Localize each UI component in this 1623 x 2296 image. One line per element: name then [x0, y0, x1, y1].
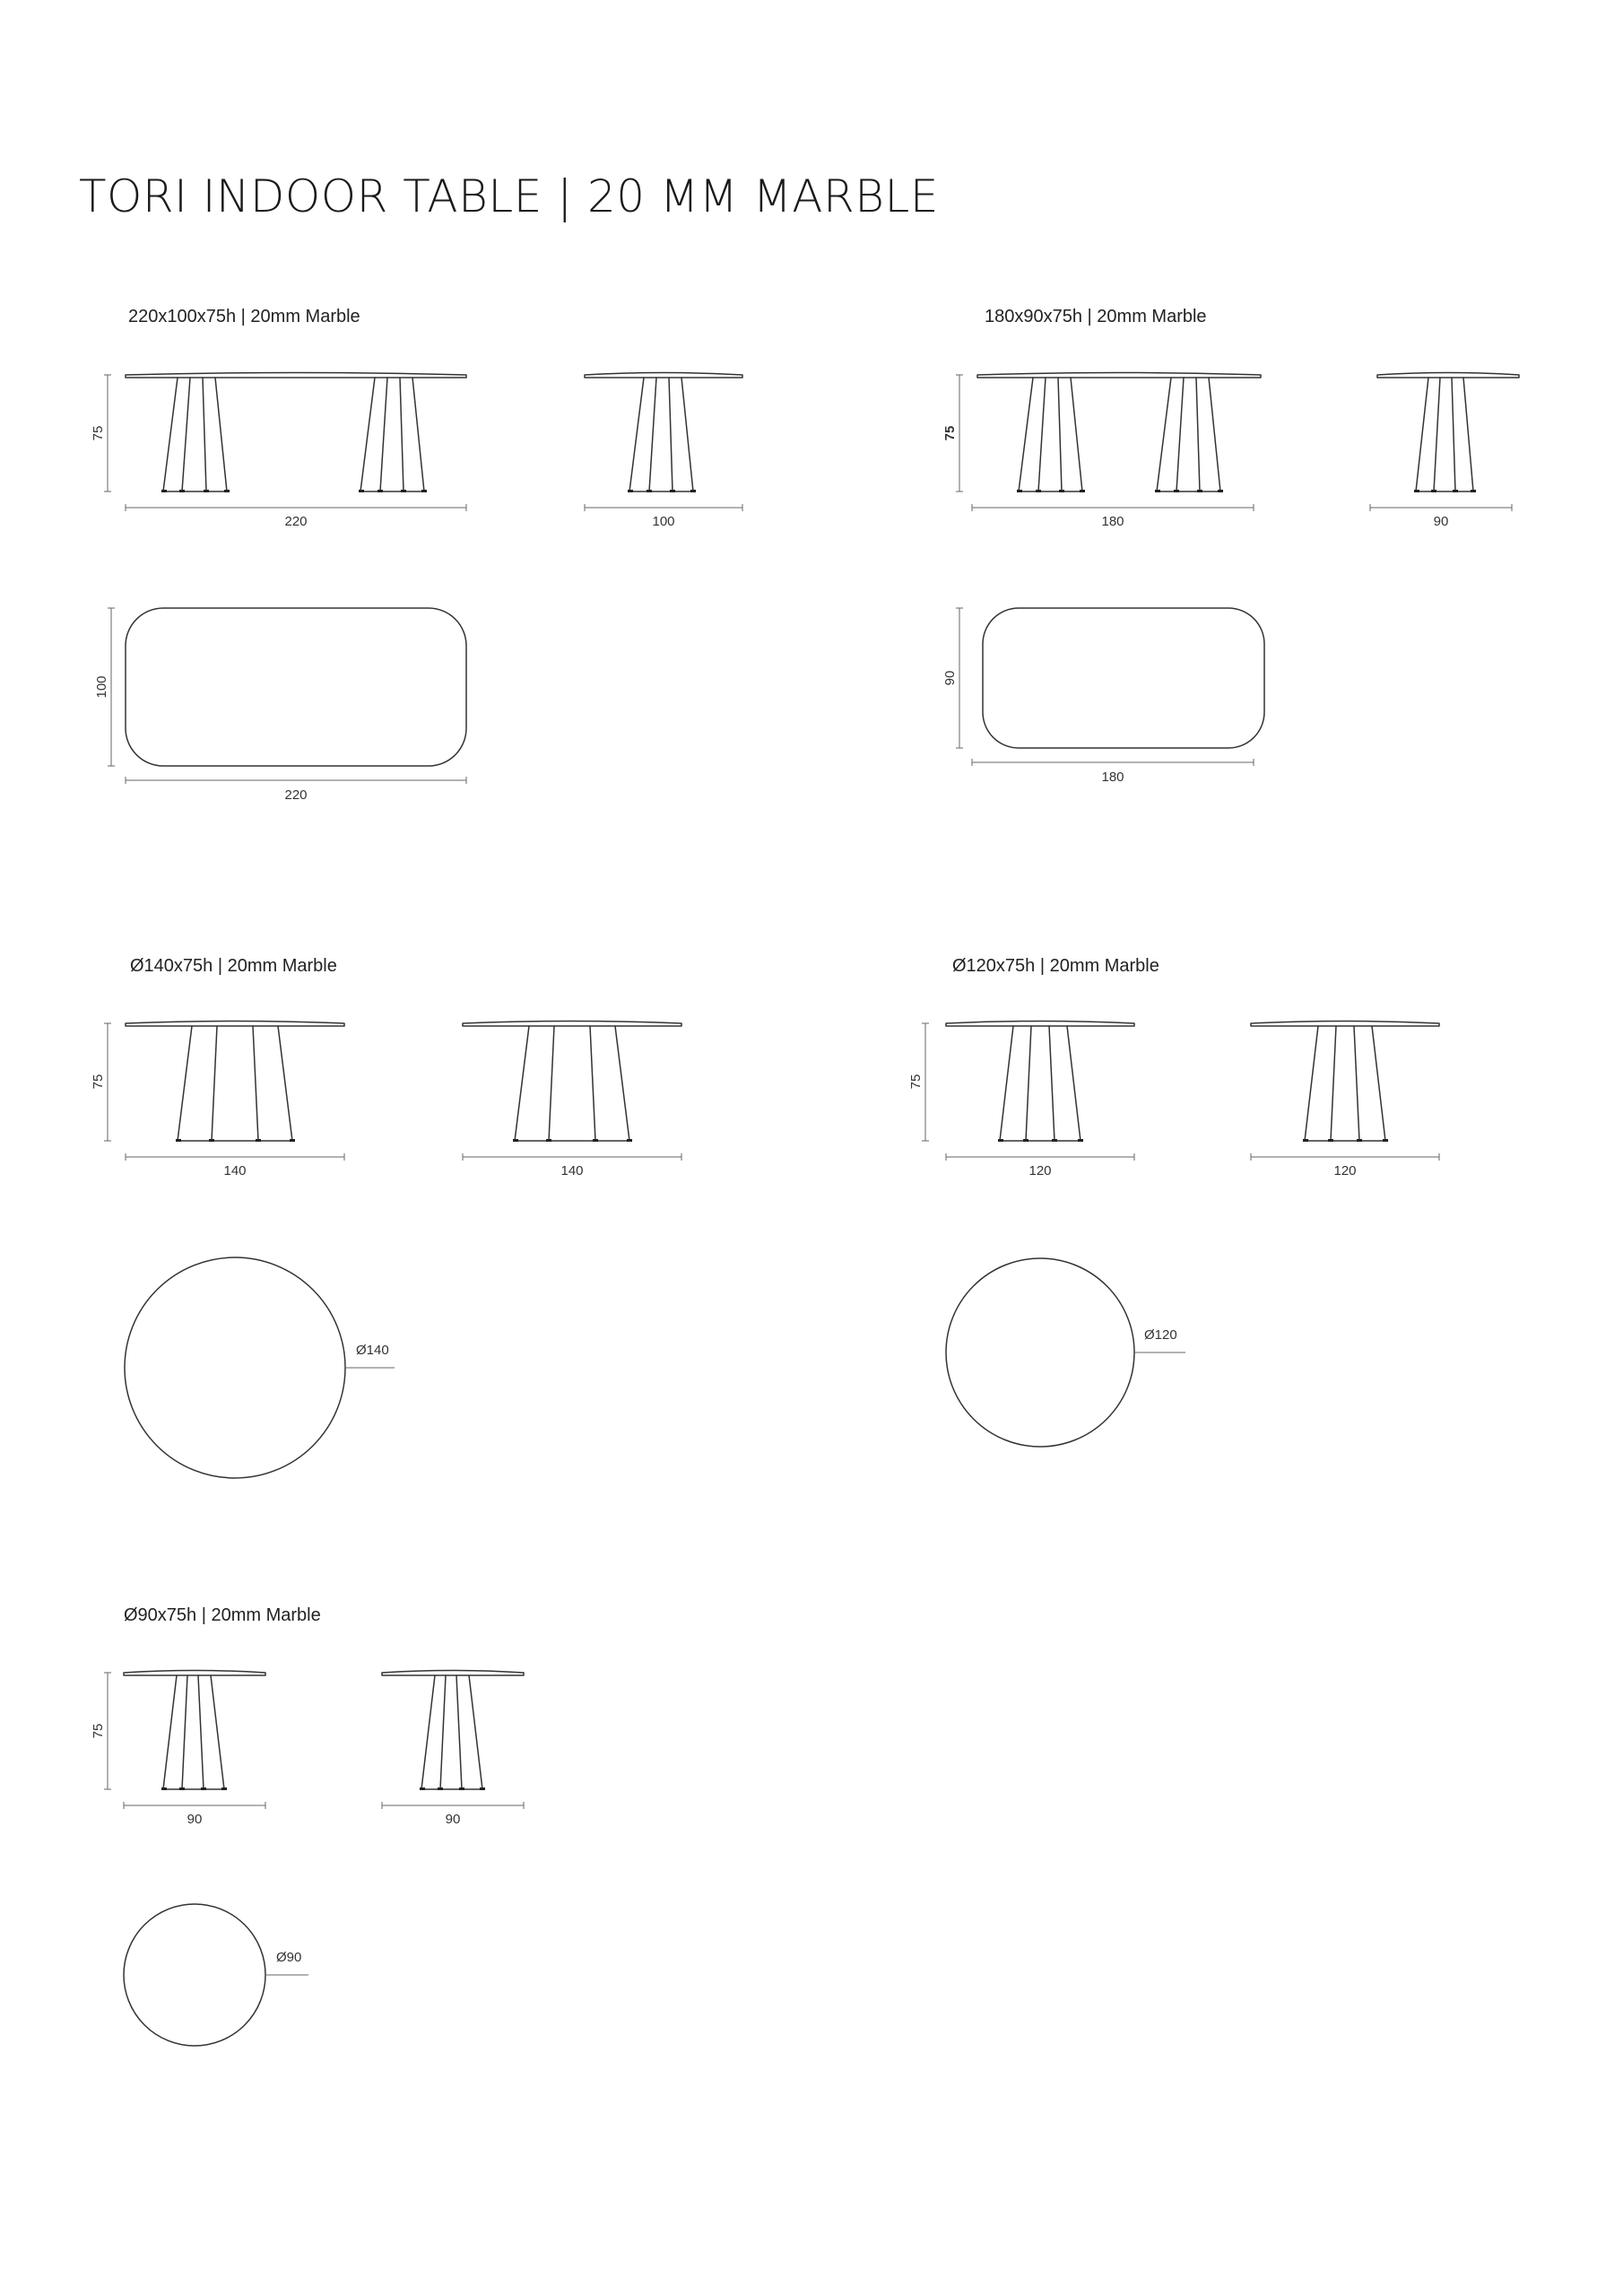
dim-round90-diameter: Ø90 [276, 1950, 302, 1965]
dim-round140-side-width: 140 [560, 1163, 584, 1178]
dim-rect220-height: 75 [91, 425, 106, 441]
dim-round90-height: 75 [91, 1723, 106, 1739]
section-caption-round-120: Ø120x75h | 20mm Marble [952, 956, 1159, 976]
table-140-side-elevation [463, 1022, 681, 1142]
dim-rect180-plan-width: 90 [942, 670, 958, 686]
table-220-top-plan [126, 608, 466, 766]
table-180-side-elevation [977, 373, 1261, 492]
dim-rect180-side-length: 180 [1101, 514, 1124, 529]
dim-rect220-side-length: 220 [284, 514, 308, 529]
table-140-front-elevation [126, 1022, 344, 1142]
table-100-end-elevation [585, 373, 742, 492]
dim-round140-front-width: 140 [223, 1163, 247, 1178]
table-90-front-elevation [124, 1671, 265, 1790]
dim-rect220-plan-width: 100 [94, 675, 109, 699]
dim-round90-side-width: 90 [445, 1812, 461, 1827]
table-90-side-elevation [382, 1671, 524, 1790]
section-caption-round-140: Ø140x75h | 20mm Marble [130, 956, 337, 976]
dim-rect220-plan-length: 220 [284, 787, 308, 803]
section-caption-220x100: 220x100x75h | 20mm Marble [128, 307, 360, 326]
table-120-side-elevation [1251, 1022, 1439, 1142]
dim-round120-front-width: 120 [1028, 1163, 1052, 1178]
table-feet-marks [161, 490, 1476, 1790]
dim-rect180-end-width: 90 [1433, 514, 1449, 529]
table-220-side-elevation [126, 373, 466, 492]
dim-round120-side-width: 120 [1333, 1163, 1357, 1178]
dim-rect180-height: 75 [942, 425, 958, 441]
table-120-front-elevation [946, 1022, 1134, 1142]
page-title: TORI INDOOR TABLE | 20 MM MARBLE [79, 170, 939, 222]
section-caption-round-90: Ø90x75h | 20mm Marble [124, 1605, 321, 1625]
table-90-end-elevation [1377, 373, 1519, 492]
dim-round140-diameter: Ø140 [356, 1343, 389, 1358]
dim-round120-height: 75 [908, 1074, 924, 1090]
dim-rect180-plan-length: 180 [1101, 770, 1124, 785]
table-90-top-plan [124, 1904, 265, 2046]
table-180-top-plan [983, 608, 1264, 748]
dimension-lines [104, 375, 1512, 1975]
dim-round120-diameter: Ø120 [1144, 1327, 1177, 1343]
section-caption-180x90: 180x90x75h | 20mm Marble [985, 307, 1207, 326]
dim-round90-front-width: 90 [187, 1812, 203, 1827]
dim-rect220-end-width: 100 [652, 514, 675, 529]
table-120-top-plan [946, 1258, 1134, 1447]
dim-round140-height: 75 [91, 1074, 106, 1090]
table-140-top-plan [125, 1257, 345, 1478]
